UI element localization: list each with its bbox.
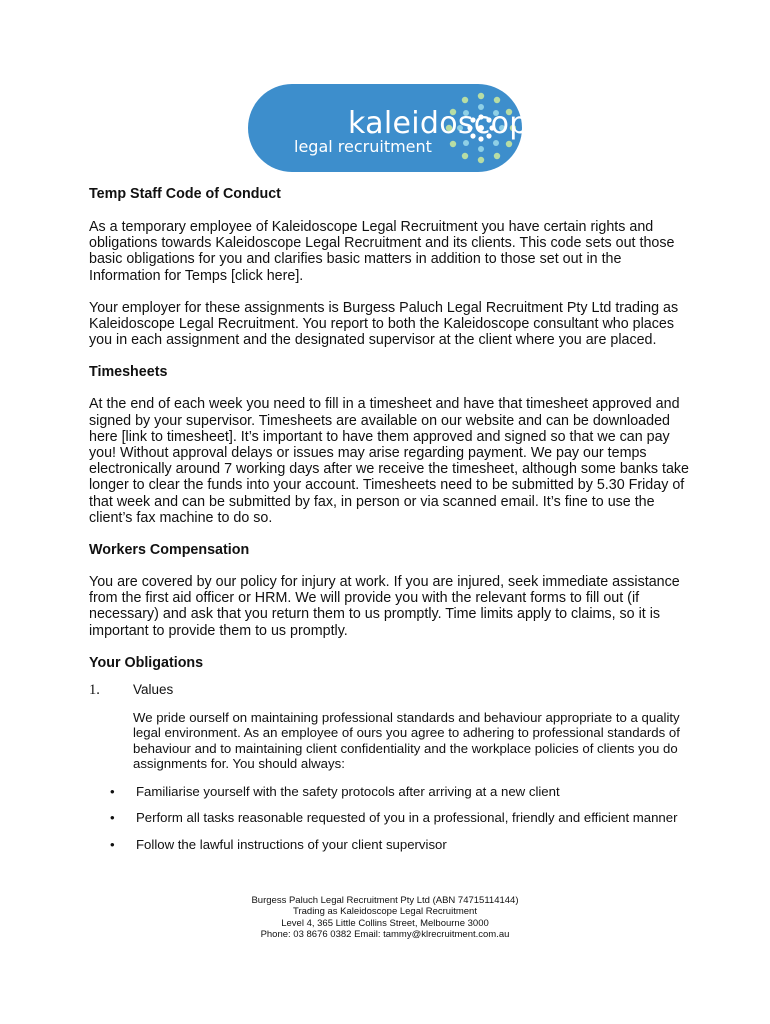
workers-comp-heading: Workers Compensation (89, 542, 250, 559)
company-logo (248, 84, 548, 172)
timesheets-paragraph: At the end of each week you need to fill in a timesheet and have that timesheet approved and signed by your supervisor. Timesheets are available on our website and can be downloaded here [link to timesheet]. It’s important to have them approved and signed so that we can pay you! Without approval delays or issues may arise regarding payment. We pay our temps electronically around 7 working days after we receive the timesheet, although some banks take longer to clear the funds into your account. Timesheets need to be submitted by 5.30 Friday of that week and can be submitted by fax, in person or via scanned email. It’s fine to use the client’s fax machine to do so. (89, 396, 690, 526)
document-body (89, 186, 689, 863)
item-number: 1. (89, 681, 100, 698)
list-item: • Perform all tasks reasonable requested of you in a professional, friendly and efficient manner (136, 810, 689, 825)
workers-comp-paragraph: You are covered by our policy for injury at work. If you are injured, seek immediate assistance from the first aid officer or HRM. We will provide you with the relevant forms to fill out (if necessary) and ask that you return them to us promptly. Time limits apply to claims, so it is important to provide them to us promptly. (89, 574, 680, 639)
obligations-heading: Your Obligations (89, 654, 204, 671)
list-item: • Familiarise yourself with the safety protocols after arriving at a new client (136, 784, 689, 799)
list-item: • Follow the lawful instructions of your client supervisor (136, 837, 689, 852)
footer-trading: Trading as Kaleidoscope Legal Recruitment (293, 906, 477, 918)
timesheets-heading: Timesheets (89, 364, 168, 381)
footer-contact: Phone: 03 8676 0382 Email: tammy@klrecruitment.com.au (260, 928, 510, 940)
item-label: Values (133, 681, 174, 697)
values-paragraph: We pride ourself on maintaining professional standards and behaviour appropriate to a quality legal environment. As an employee of ours you agree to adhering to professional standards of behaviour and to maintaining client confidentiality and the workplace policies of clients you do assignments for. You should always: (133, 710, 680, 772)
obligations-list (89, 784, 689, 852)
page-footer (0, 895, 770, 940)
page-title: Temp Staff Code of Conduct (89, 186, 281, 202)
footer-address: Level 4, 365 Little Collins Street, Melbourne 3000 (281, 917, 489, 929)
numbered-item (89, 682, 689, 698)
logo-title: kaleidoscope (348, 106, 548, 141)
employer-paragraph: Your employer for these assignments is Burgess Paluch Legal Recruitment Pty Ltd trading as Kaleidoscope Legal Recruitment. You report to both the Kaleidoscope consultant who places you in each assignment and the designated supervisor at the client where you are placed. (89, 299, 679, 349)
footer-company: Burgess Paluch Legal Recruitment Pty Ltd (ABN 74715114144) (251, 895, 519, 906)
logo-subtitle: legal recruitment (294, 137, 432, 156)
intro-paragraph: As a temporary employee of Kaleidoscope Legal Recruitment you have certain rights and obligations towards Kaleidoscope Legal Recruitment and its clients. This code sets out those basic obligations for you and clarifies basic matters in addition to those set out in the Information for Temps [click here]. (89, 219, 675, 284)
